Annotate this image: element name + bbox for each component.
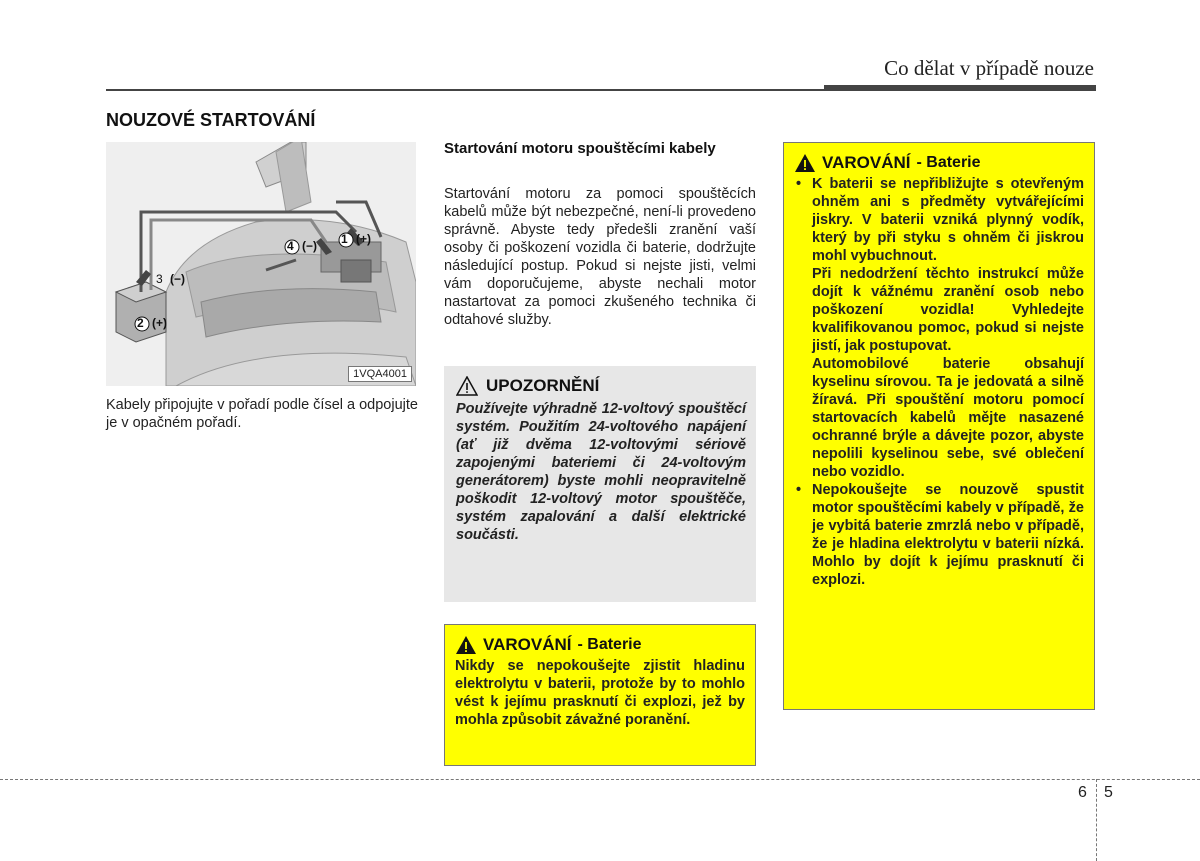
jump-start-illustration xyxy=(106,142,416,386)
caution-text: Používejte výhradně 12-voltový spouštěcí systém. Použitím 24-voltového napájení (ať již dvěma 12-voltovými sériově zapojenými bateriemi či 24-voltovým generátorem) byste mohli neopravitelně poškodit 12-voltový motor spouštěče, systém zapalování a další elektrické součásti. xyxy=(456,401,746,543)
figure-caption: Kabely připojujte v pořadí podle čísel a odpojujte je v opačném pořadí. xyxy=(106,397,418,431)
subsection-body: Startování motoru za pomoci spouštěcích kabelů může být nebezpečné, není-li provedeno správně. Abyste tedy předešli zranění vaší osoby či poškození vozidla či baterie, dodržujte následující postup. Pokud si nejste jisti, velmi vám doporučujeme, abyste nechali motor nastartovat za pomoci zkušeného technika či odtahové služby. xyxy=(444,186,756,328)
car-engine-bay-drawing xyxy=(106,142,416,386)
warning-paragraph: Při nedodržení těchto instrukcí může dojít k vážnému zranění osob nebo poškození vozidla! Vyhledejte kvalifikovanou pomoc, pokud si nejste jistí, jak postupovat. xyxy=(812,266,1084,354)
warning-paragraph: Automobilové baterie obsahují kyselinu sírovou. Ta je jedovatá a silně žíravá. Při spouštění motoru pomocí startovacích kabelů mějte nasazené ochranné brýle a dávejte pozor, abyste nepolili kyselinou sebe, své oblečení nebo vozidlo. xyxy=(812,356,1084,480)
subsection-heading: Startování motoru spouštěcími kabely xyxy=(444,140,716,157)
footer-divider xyxy=(1096,779,1097,861)
warning-title: VAROVÁNÍ xyxy=(822,153,911,172)
figure-label-3: 3 xyxy=(156,272,163,286)
warning-triangle-icon xyxy=(455,635,477,655)
warning-list-item xyxy=(794,481,1084,589)
chapter-number: 6 xyxy=(1078,784,1087,801)
warning-paragraph: • K baterii se nepřibližujte s otevřeným ohněm ani s předměty vytvářejícími jiskry. V baterii vzniká plynný vodík, který by při styku s ohněm či jiskrou mohl vybuchnout. xyxy=(812,176,1084,264)
warning-triangle-icon xyxy=(794,153,816,173)
figure-label-3-sign: (−) xyxy=(170,272,185,286)
warning-text: Nikdy se nepokoušejte zjistit hladinu elektrolytu v baterii, protože by to mohlo vést k jejímu prasknutí či explozi, jež by mohla způsobit závažné poranění. xyxy=(455,658,745,728)
caution-box xyxy=(444,366,756,602)
warning-list xyxy=(794,175,1084,589)
header-rule-accent xyxy=(824,85,1096,90)
page-number: 5 xyxy=(1104,784,1113,801)
figure-label-2: 2 xyxy=(137,316,144,330)
caution-title: UPOZORNĚNÍ xyxy=(486,376,600,395)
warning-title-row xyxy=(455,635,745,655)
section-heading: NOUZOVÉ STARTOVÁNÍ xyxy=(106,110,316,130)
warning-box-electrolyte xyxy=(444,624,756,766)
warning-subtitle: - Baterie xyxy=(577,636,642,653)
figure-label-4-sign: (−) xyxy=(302,239,317,253)
warning-paragraph: • Nepokoušejte se nouzově spustit motor spouštěcími kabely v případě, že je vybitá baterie zmrzlá nebo v případě, že je hladina elektrolytu v baterii nízká. Mohlo by dojít k jejímu prasknutí či explozi. xyxy=(812,482,1084,588)
figure-label-2-sign: (+) xyxy=(152,316,167,330)
caution-triangle-icon xyxy=(456,376,478,396)
caution-title-row xyxy=(456,376,746,396)
figure-label-1-sign: (+) xyxy=(356,232,371,246)
warning-title: VAROVÁNÍ xyxy=(483,635,572,654)
figure-label-4: 4 xyxy=(287,239,294,253)
warning-list-item xyxy=(794,175,1084,481)
figure-code: 1VQA4001 xyxy=(348,366,412,382)
footer-rule xyxy=(0,779,1200,780)
figure-label-1: 1 xyxy=(341,232,348,246)
warning-box-battery xyxy=(783,142,1095,710)
warning-subtitle: - Baterie xyxy=(916,154,981,171)
warning-title-row xyxy=(794,153,1084,173)
page-header-title: Co dělat v případě nouze xyxy=(884,56,1094,80)
